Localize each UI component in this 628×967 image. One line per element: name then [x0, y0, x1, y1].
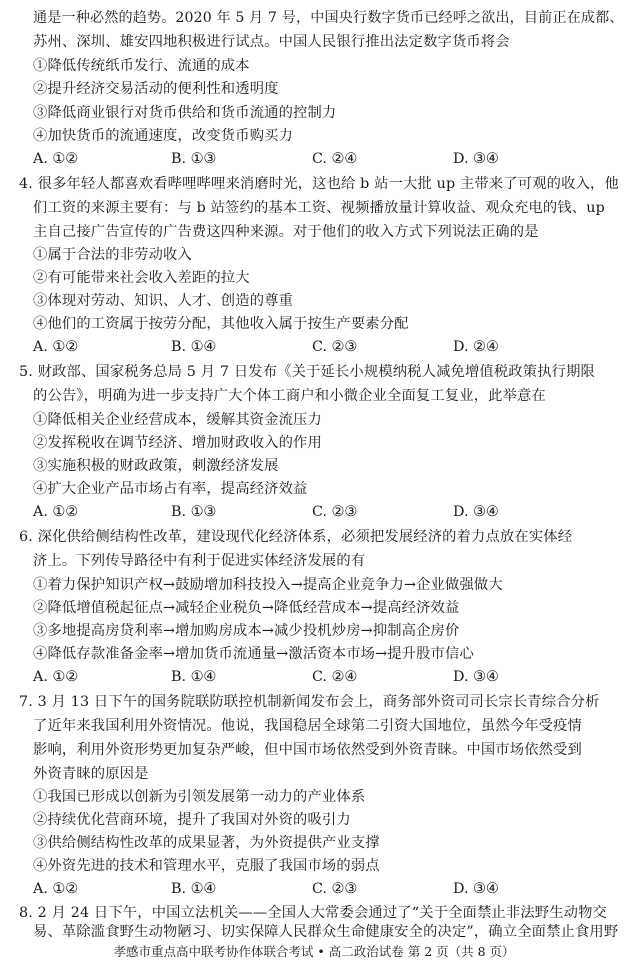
q5-option-b[interactable]: B. ①③ [171, 504, 217, 520]
q7-statement-2: ②持续优化营商环境，提升了我国对外资的吸引力 [33, 812, 351, 828]
q7-statement-4: ④外资先进的技术和管理水平，克服了我国市场的弱点 [33, 858, 380, 874]
q3-statement-3: ③降低商业银行对货币供给和货币流通的控制力 [33, 105, 337, 121]
q5-option-d[interactable]: D. ③④ [453, 504, 499, 520]
q3-statement-2: ②提升经济交易活动的便利性和透明度 [33, 81, 279, 97]
q6-statement-1: ①着力保护知识产权→鼓励增加科技投入→提高企业竞争力→企业做强做大 [33, 577, 503, 593]
q3-stem-line-1: 通是一种必然的趋势。2020 年 5 月 7 号，中国央行数字货币已经呼之欲出，目前正在成都、 [33, 10, 624, 26]
q4-stem-line-2: 们工资的来源主要有：与 b 站签约的基本工资、视频播放量计算收益、观众充电的钱、up [33, 200, 605, 216]
q5-statement-2: ②发挥税收在调节经济、增加财政收入的作用 [33, 435, 322, 451]
q3-stem-line-2: 苏州、深圳、雄安四地积极进行试点。中国人民银行推出法定数字货币将会 [33, 34, 510, 50]
q5-statement-1: ①降低相关企业经营成本，缓解其资金流压力 [33, 412, 322, 428]
q3-statement-4: ④加快货币的流通速度，改变货币购买力 [33, 128, 294, 144]
q4-statement-1: ①属于合法的非劳动收入 [33, 247, 192, 263]
q4-option-c[interactable]: C. ②③ [312, 339, 358, 355]
q3-option-b[interactable]: B. ①③ [171, 151, 217, 167]
q7-stem-line-1: 7. 3 月 13 日下午的国务院联防联控机制新闻发布会上，商务部外资司司长宗长青综合分析 [19, 694, 600, 710]
q5-statement-3: ③实施积极的财政政策，刺激经济发展 [33, 458, 279, 474]
q5-option-a[interactable]: A. ①② [33, 504, 79, 520]
q6-statement-3: ③多地提高房贷利率→增加购房成本→减少投机炒房→抑制高企房价 [33, 623, 460, 639]
q4-option-d[interactable]: D. ②④ [453, 339, 499, 355]
q7-stem-line-4: 外资青睐的原因是 [33, 766, 149, 782]
q7-stem-line-2: 了近年来我国利用外资情况。他说，我国稳居全球第二引资大国地位，虽然今年受疫情 [33, 718, 582, 734]
q8-stem-line-2: 易、革除滥食野生动物陋习、切实保障人民群众生命健康安全的决定”，确立全面禁止食用野 [33, 924, 619, 940]
q5-stem-line-2: 的公告》，明确为进一步支持广大个体工商户和小微企业全面复工复业，此举意在 [33, 388, 546, 404]
q4-statement-4: ④他们的工资属于按劳分配，其他收入属于按生产要素分配 [33, 316, 409, 332]
q7-statement-1: ①我国已形成以创新为引领发展第一动力的产业体系 [33, 789, 366, 805]
q4-option-a[interactable]: A. ①② [33, 339, 79, 355]
q6-option-a[interactable]: A. ①② [33, 669, 79, 685]
q5-statement-4: ④扩大企业产品市场占有率，提高经济效益 [33, 481, 308, 497]
q7-stem-line-3: 影响，利用外资形势更加复杂严峻，但中国市场依然受到外资青睐。中国市场依然受到 [33, 742, 582, 758]
q4-stem-line-3: 主自己接广告宣传的广告费这四种来源。对于他们的收入方式下列说法正确的是 [33, 224, 539, 240]
q7-option-b[interactable]: B. ①④ [171, 881, 217, 897]
q8-stem-line-1: 8. 2 月 24 日下午，中国立法机关——全国人大常委会通过了“关于全面禁止非法野生动物交 [19, 905, 607, 921]
q5-option-c[interactable]: C. ②③ [312, 504, 358, 520]
q5-stem-line-1: 5. 财政部、国家税务总局 5 月 7 日发布《关于延长小规模纳税人减免增值税政策执行期限 [19, 364, 595, 380]
q6-option-b[interactable]: B. ①④ [171, 669, 217, 685]
q3-option-d[interactable]: D. ③④ [453, 151, 499, 167]
page-footer: 孝感市重点高中联考协作体联合考试 • 高二政治试卷 第 2 页（共 8 页） [113, 944, 515, 959]
q4-statement-3: ③体现对劳动、知识、人才、创造的尊重 [33, 293, 294, 309]
q6-statement-4: ④降低存款准备金率→增加货币流通量→激活资本市场→提升股市信心 [33, 646, 474, 662]
q4-statement-2: ②有可能带来社会收入差距的拉大 [33, 270, 250, 286]
q6-option-d[interactable]: D. ③④ [453, 669, 499, 685]
q7-option-d[interactable]: D. ③④ [453, 881, 499, 897]
q6-statement-2: ②降低增值税起征点→减轻企业税负→降低经营成本→提高经济效益 [33, 600, 460, 616]
q6-stem-line-1: 6. 深化供给侧结构性改革，建设现代化经济体系，必须把发展经济的着力点放在实体经 [19, 529, 573, 545]
q4-option-b[interactable]: B. ①④ [171, 339, 217, 355]
q3-statement-1: ①降低传统纸币发行、流通的成本 [33, 58, 250, 74]
q6-stem-line-2: 济上。下列传导路径中有利于促进实体经济发展的有 [33, 553, 366, 569]
q7-statement-3: ③供给侧结构性改革的成果显著，为外资提供产业支撑 [33, 835, 380, 851]
q6-option-c[interactable]: C. ②④ [312, 669, 358, 685]
q7-option-c[interactable]: C. ②③ [312, 881, 358, 897]
q4-stem-line-1: 4. 很多年轻人都喜欢看哔哩哔哩来消磨时光，这也给 b 站一大批 up 主带来了可观的收入，他 [19, 176, 619, 192]
q3-option-c[interactable]: C. ②④ [312, 151, 358, 167]
q3-option-a[interactable]: A. ①② [33, 151, 79, 167]
q7-option-a[interactable]: A. ①② [33, 881, 79, 897]
